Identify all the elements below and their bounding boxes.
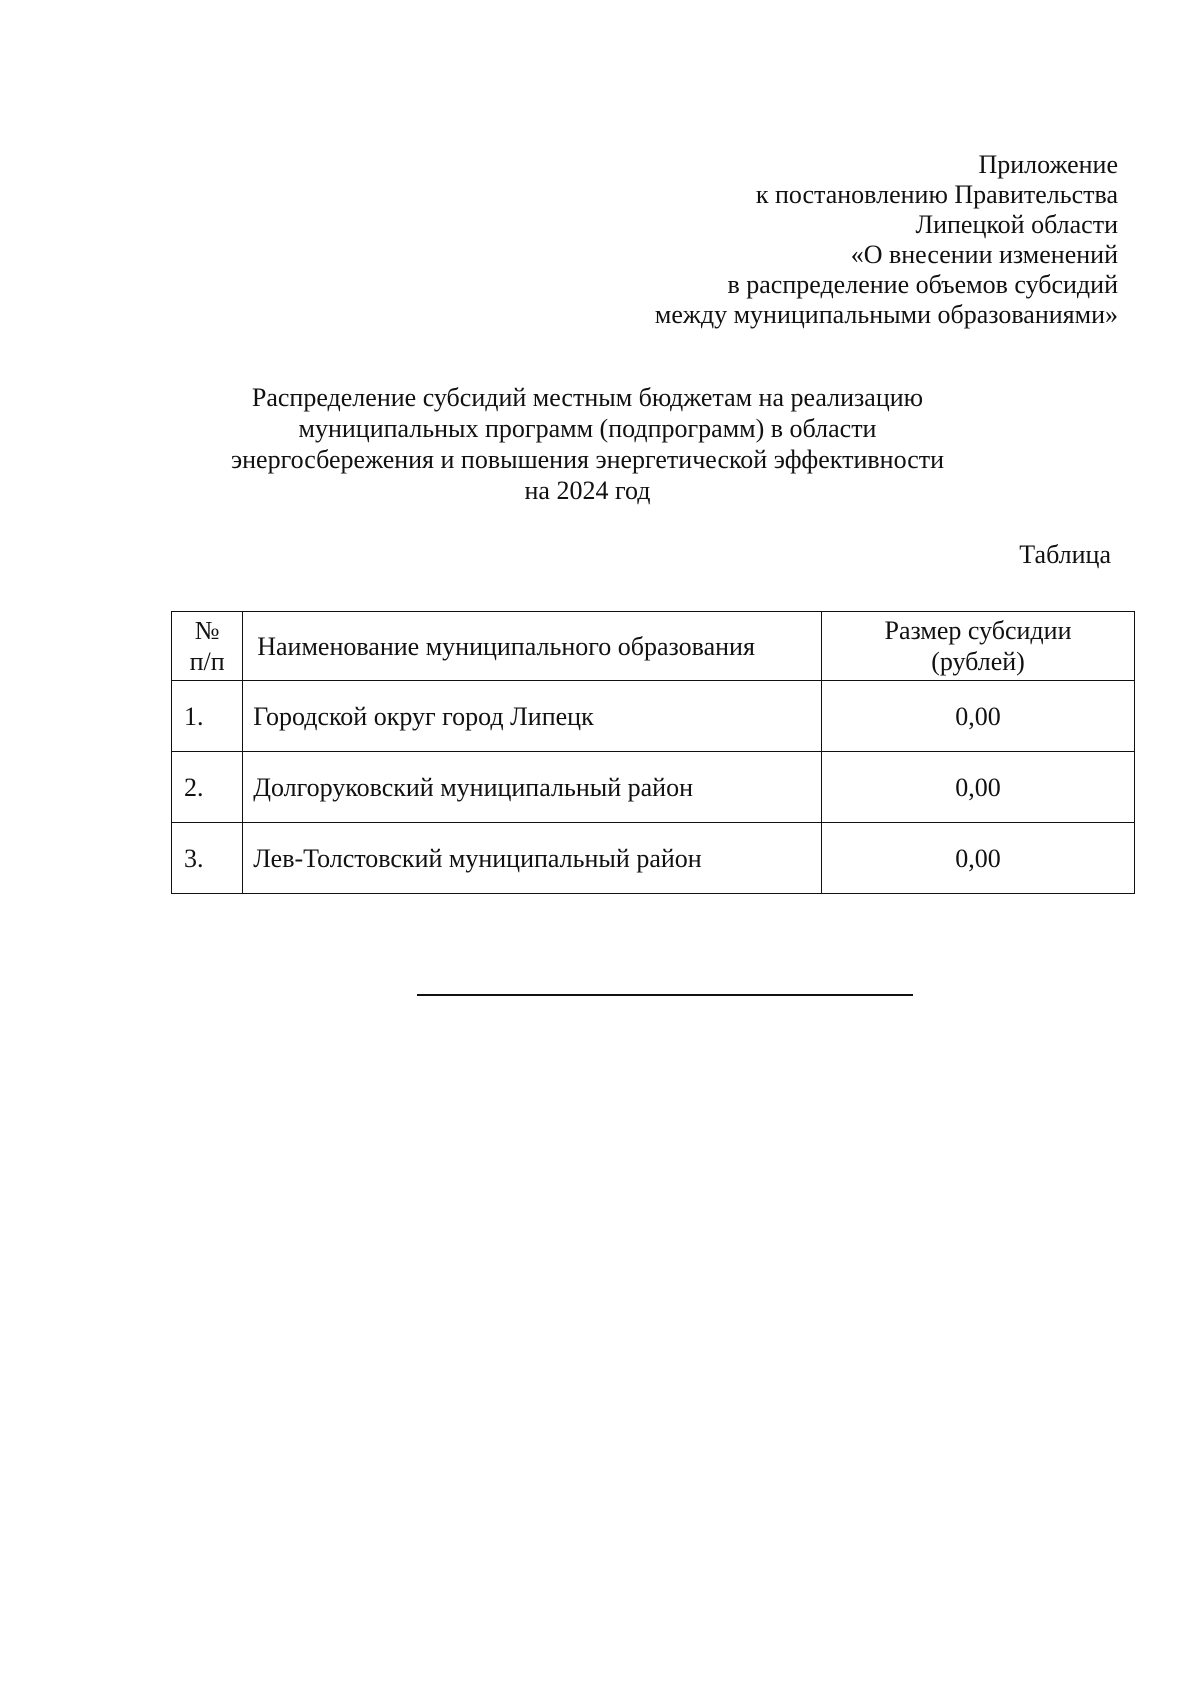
table-caption: Таблица: [1019, 540, 1111, 569]
row-number: 3.: [172, 823, 243, 894]
row-amount: 0,00: [822, 681, 1135, 752]
appendix-line: Приложение: [978, 150, 1118, 179]
title-line: Распределение субсидий местным бюджетам на реализацию: [251, 383, 924, 412]
table-header-row: [172, 612, 1135, 681]
row-amount: 0,00: [822, 823, 1135, 894]
appendix-line: к постановлению Правительства: [755, 180, 1118, 209]
subsidy-table: [171, 611, 1135, 894]
title-line: на 2024 год: [524, 476, 651, 505]
document-title: [160, 382, 1015, 506]
title-line: муниципальных программ (подпрограмм) в области: [298, 414, 877, 443]
appendix-header: [558, 150, 1118, 330]
closing-rule: [417, 994, 913, 996]
table-row: [172, 823, 1135, 894]
title-line: энергосбережения и повышения энергетической эффективности: [230, 445, 945, 474]
row-name: Городской округ город Липецк: [243, 681, 822, 752]
header-amount-line: Размер субсидии: [884, 616, 1072, 645]
appendix-line: в распределение объемов субсидий: [727, 270, 1118, 299]
header-number-line: №: [194, 616, 220, 645]
header-amount-line: (рублей): [931, 647, 1025, 676]
header-number: [172, 612, 243, 681]
table-row: [172, 752, 1135, 823]
table-row: [172, 681, 1135, 752]
row-number: 2.: [172, 752, 243, 823]
row-amount: 0,00: [822, 752, 1135, 823]
appendix-line: Липецкой области: [915, 210, 1118, 239]
row-name: Долгоруковский муниципальный район: [243, 752, 822, 823]
appendix-line: между муниципальными образованиями»: [654, 300, 1118, 329]
header-name: Наименование муниципального образования: [243, 612, 822, 681]
row-number: 1.: [172, 681, 243, 752]
header-amount: [822, 612, 1135, 681]
row-name: Лев-Толстовский муниципальный район: [243, 823, 822, 894]
header-number-line: п/п: [189, 647, 225, 676]
appendix-line: «О внесении изменений: [850, 240, 1118, 269]
